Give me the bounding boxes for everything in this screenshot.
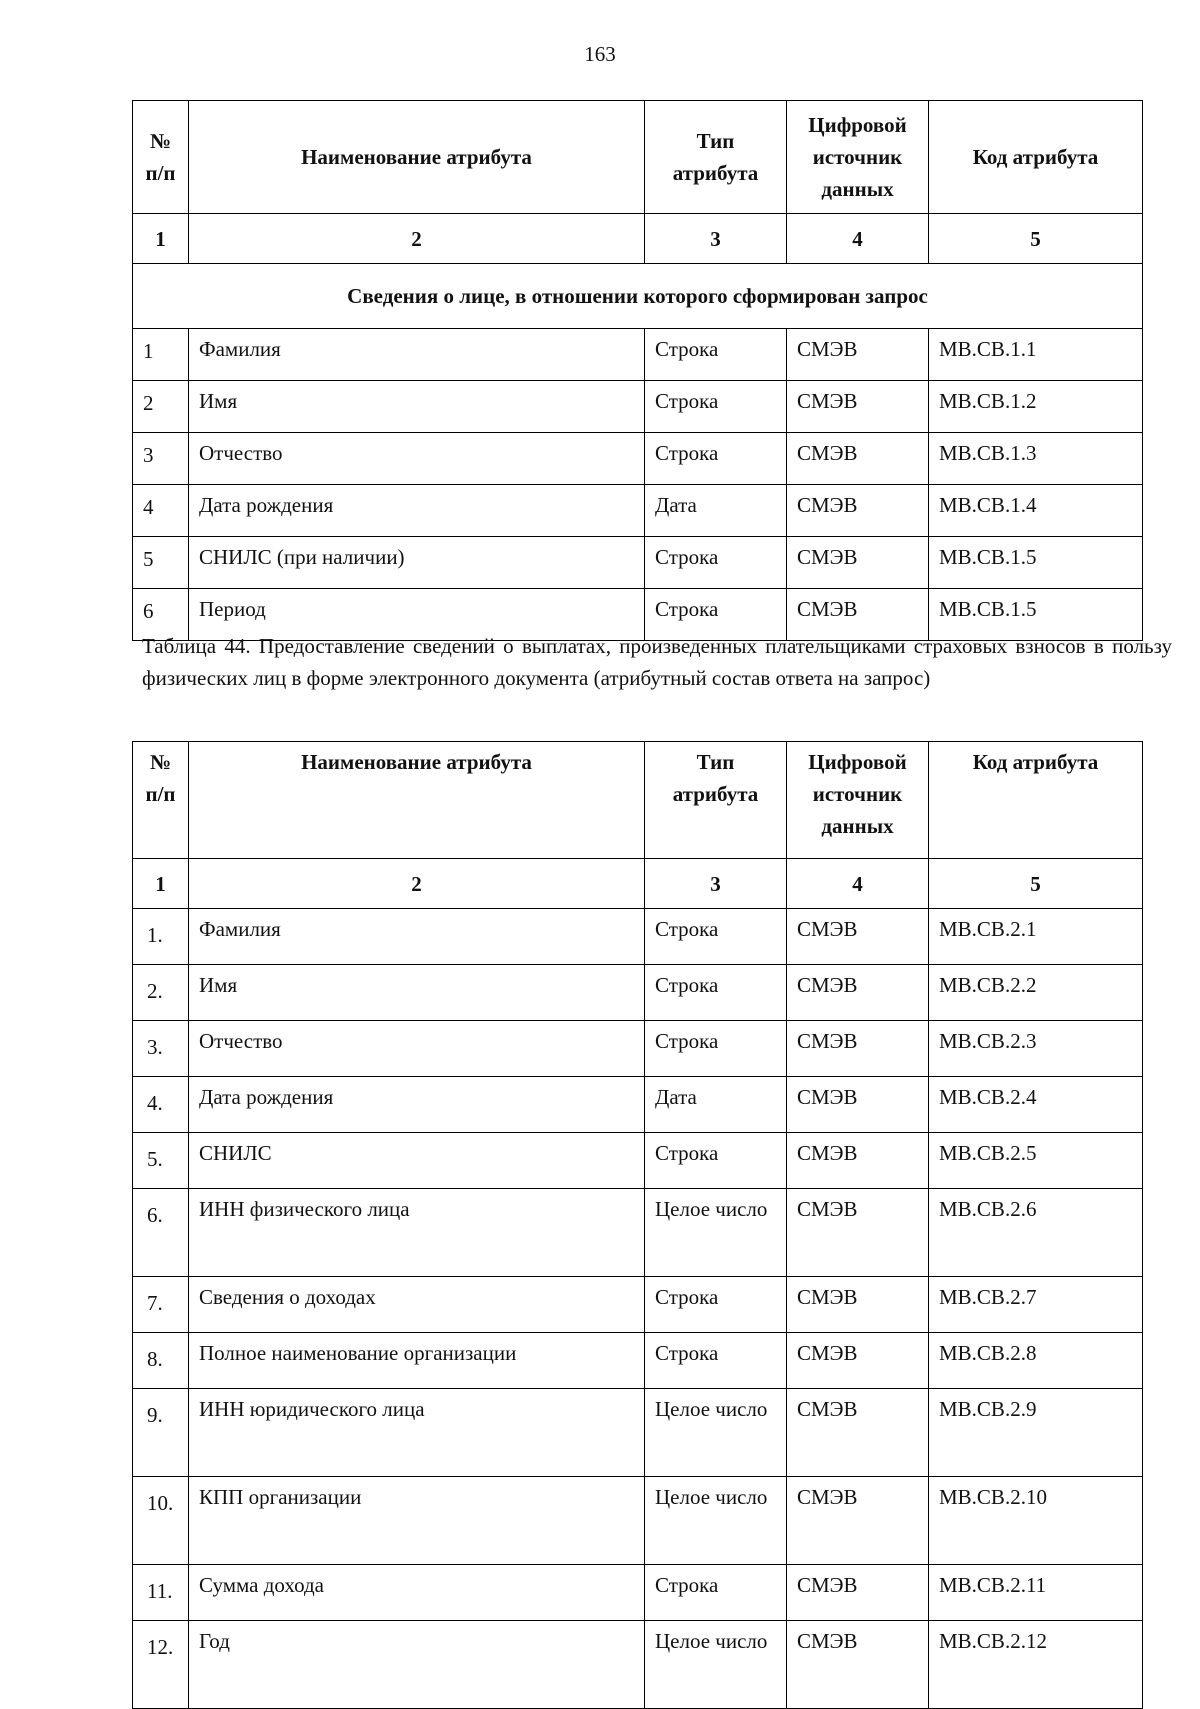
attribute-code: МВ.СВ.1.1 (929, 329, 1143, 381)
attribute-type: Целое число (645, 1389, 787, 1477)
row-number: 3. (133, 1021, 189, 1077)
row-number: 4. (133, 1077, 189, 1133)
row-number: 2 (133, 381, 189, 433)
data-source: СМЭВ (787, 433, 929, 485)
table-row (133, 1077, 1143, 1133)
table-row (133, 1133, 1143, 1189)
attribute-code: МВ.СВ.2.3 (929, 1021, 1143, 1077)
table-row (133, 965, 1143, 1021)
attribute-code: МВ.СВ.2.4 (929, 1077, 1143, 1133)
table-row (133, 1277, 1143, 1333)
attribute-table-request (132, 100, 1143, 641)
data-source: СМЭВ (787, 1477, 929, 1565)
attribute-name: Сумма дохода (189, 1565, 645, 1621)
row-number: 8. (133, 1333, 189, 1389)
attribute-name: Сведения о доходах (189, 1277, 645, 1333)
header-cell: Тип атрибута (645, 101, 787, 214)
data-source: СМЭВ (787, 381, 929, 433)
attribute-type: Строка (645, 1277, 787, 1333)
attribute-name: СНИЛС (при наличии) (189, 537, 645, 589)
data-source: СМЭВ (787, 537, 929, 589)
header-cell: Наименование атрибута (189, 742, 645, 859)
attribute-code: МВ.СВ.2.9 (929, 1389, 1143, 1477)
attribute-code: МВ.СВ.2.7 (929, 1277, 1143, 1333)
attribute-code: МВ.СВ.2.11 (929, 1565, 1143, 1621)
attribute-type: Целое число (645, 1477, 787, 1565)
attribute-name: Отчество (189, 433, 645, 485)
data-source: СМЭВ (787, 1621, 929, 1709)
table-row (133, 485, 1143, 537)
data-source: СМЭВ (787, 1077, 929, 1133)
column-number: 1 (133, 859, 189, 909)
attribute-type: Строка (645, 909, 787, 965)
attribute-name: Имя (189, 965, 645, 1021)
table-row (133, 1565, 1143, 1621)
page-number: 163 (584, 42, 616, 66)
attribute-type: Строка (645, 381, 787, 433)
data-source: СМЭВ (787, 1021, 929, 1077)
table-row (133, 1021, 1143, 1077)
table-row (133, 1189, 1143, 1277)
attribute-name: Фамилия (189, 329, 645, 381)
attribute-code: МВ.СВ.2.2 (929, 965, 1143, 1021)
attribute-code: МВ.СВ.1.2 (929, 381, 1143, 433)
column-number: 5 (929, 214, 1143, 264)
data-source: СМЭВ (787, 589, 929, 641)
data-source: СМЭВ (787, 909, 929, 965)
attribute-name: Дата рождения (189, 485, 645, 537)
attribute-table-response (132, 741, 1143, 1709)
attribute-code: МВ.СВ.2.6 (929, 1189, 1143, 1277)
table-header-row (133, 101, 1143, 214)
section-row (133, 264, 1143, 329)
attribute-type: Строка (645, 329, 787, 381)
header-cell: Цифровой источник данных (787, 742, 929, 859)
attribute-name: Полное наименование организации (189, 1333, 645, 1389)
header-cell: Код атрибута (929, 742, 1143, 859)
row-number: 6 (133, 589, 189, 641)
row-number: 1 (133, 329, 189, 381)
column-number-row (133, 859, 1143, 909)
row-number: 10. (133, 1477, 189, 1565)
table-row (133, 537, 1143, 589)
header-cell: Код атрибута (929, 101, 1143, 214)
attribute-name: Фамилия (189, 909, 645, 965)
table-body (133, 329, 1143, 641)
attribute-name: Отчество (189, 1021, 645, 1077)
attribute-type: Строка (645, 1333, 787, 1389)
data-source: СМЭВ (787, 1277, 929, 1333)
column-number: 5 (929, 859, 1143, 909)
header-cell: Наименование атрибута (189, 101, 645, 214)
data-source: СМЭВ (787, 1389, 929, 1477)
attribute-name: ИНН юридического лица (189, 1389, 645, 1477)
attribute-name: КПП организации (189, 1477, 645, 1565)
attribute-type: Строка (645, 1021, 787, 1077)
attribute-type: Дата (645, 1077, 787, 1133)
attribute-name: Год (189, 1621, 645, 1709)
caption-text: Таблица 44. Предоставление сведений о выплатах, произведенных плательщиками страховых взносов в пользу физических лиц в форме электронного документа (атрибутный состав ответа на запрос) (142, 634, 1172, 690)
row-number: 7. (133, 1277, 189, 1333)
attribute-type: Строка (645, 589, 787, 641)
table-header-row (133, 742, 1143, 859)
table-row (133, 381, 1143, 433)
attribute-code: МВ.СВ.2.12 (929, 1621, 1143, 1709)
row-number: 6. (133, 1189, 189, 1277)
row-number: 11. (133, 1565, 189, 1621)
header-cell: Цифровой источник данных (787, 101, 929, 214)
attribute-name: Дата рождения (189, 1077, 645, 1133)
row-number: 4 (133, 485, 189, 537)
attribute-type: Целое число (645, 1189, 787, 1277)
attribute-code: МВ.СВ.2.5 (929, 1133, 1143, 1189)
attribute-name: СНИЛС (189, 1133, 645, 1189)
attribute-code: МВ.СВ.2.10 (929, 1477, 1143, 1565)
attribute-name: Имя (189, 381, 645, 433)
column-number: 4 (787, 859, 929, 909)
column-number: 4 (787, 214, 929, 264)
row-number: 5. (133, 1133, 189, 1189)
table-row (133, 1389, 1143, 1477)
attribute-type: Строка (645, 433, 787, 485)
row-number: 9. (133, 1389, 189, 1477)
attribute-code: МВ.СВ.1.5 (929, 589, 1143, 641)
data-source: СМЭВ (787, 1333, 929, 1389)
row-number: 12. (133, 1621, 189, 1709)
table-row (133, 329, 1143, 381)
attribute-name: Период (189, 589, 645, 641)
attribute-type: Строка (645, 965, 787, 1021)
column-number: 3 (645, 214, 787, 264)
table-row (133, 1621, 1143, 1709)
row-number: 1. (133, 909, 189, 965)
attribute-code: МВ.СВ.2.8 (929, 1333, 1143, 1389)
column-number: 3 (645, 859, 787, 909)
table-row (133, 1477, 1143, 1565)
attribute-type: Дата (645, 485, 787, 537)
column-number: 2 (189, 859, 645, 909)
attribute-code: МВ.СВ.1.5 (929, 537, 1143, 589)
table-row (133, 909, 1143, 965)
column-number: 1 (133, 214, 189, 264)
header-cell: № п/п (133, 101, 189, 214)
table-row (133, 433, 1143, 485)
data-source: СМЭВ (787, 1189, 929, 1277)
attribute-code: МВ.СВ.2.1 (929, 909, 1143, 965)
data-source: СМЭВ (787, 1133, 929, 1189)
row-number: 5 (133, 537, 189, 589)
attribute-code: МВ.СВ.1.4 (929, 485, 1143, 537)
table-row (133, 1333, 1143, 1389)
table-caption (142, 630, 1172, 694)
section-title: Сведения о лице, в отношении которого сформирован запрос (133, 264, 1143, 329)
table-body (133, 909, 1143, 1709)
data-source: СМЭВ (787, 329, 929, 381)
data-source: СМЭВ (787, 965, 929, 1021)
attribute-code: МВ.СВ.1.3 (929, 433, 1143, 485)
column-number-row (133, 214, 1143, 264)
column-number: 2 (189, 214, 645, 264)
row-number: 2. (133, 965, 189, 1021)
attribute-type: Целое число (645, 1621, 787, 1709)
attribute-type: Строка (645, 1133, 787, 1189)
attribute-name: ИНН физического лица (189, 1189, 645, 1277)
data-source: СМЭВ (787, 1565, 929, 1621)
attribute-type: Строка (645, 1565, 787, 1621)
row-number: 3 (133, 433, 189, 485)
header-cell: № п/п (133, 742, 189, 859)
attribute-type: Строка (645, 537, 787, 589)
data-source: СМЭВ (787, 485, 929, 537)
header-cell: Тип атрибута (645, 742, 787, 859)
